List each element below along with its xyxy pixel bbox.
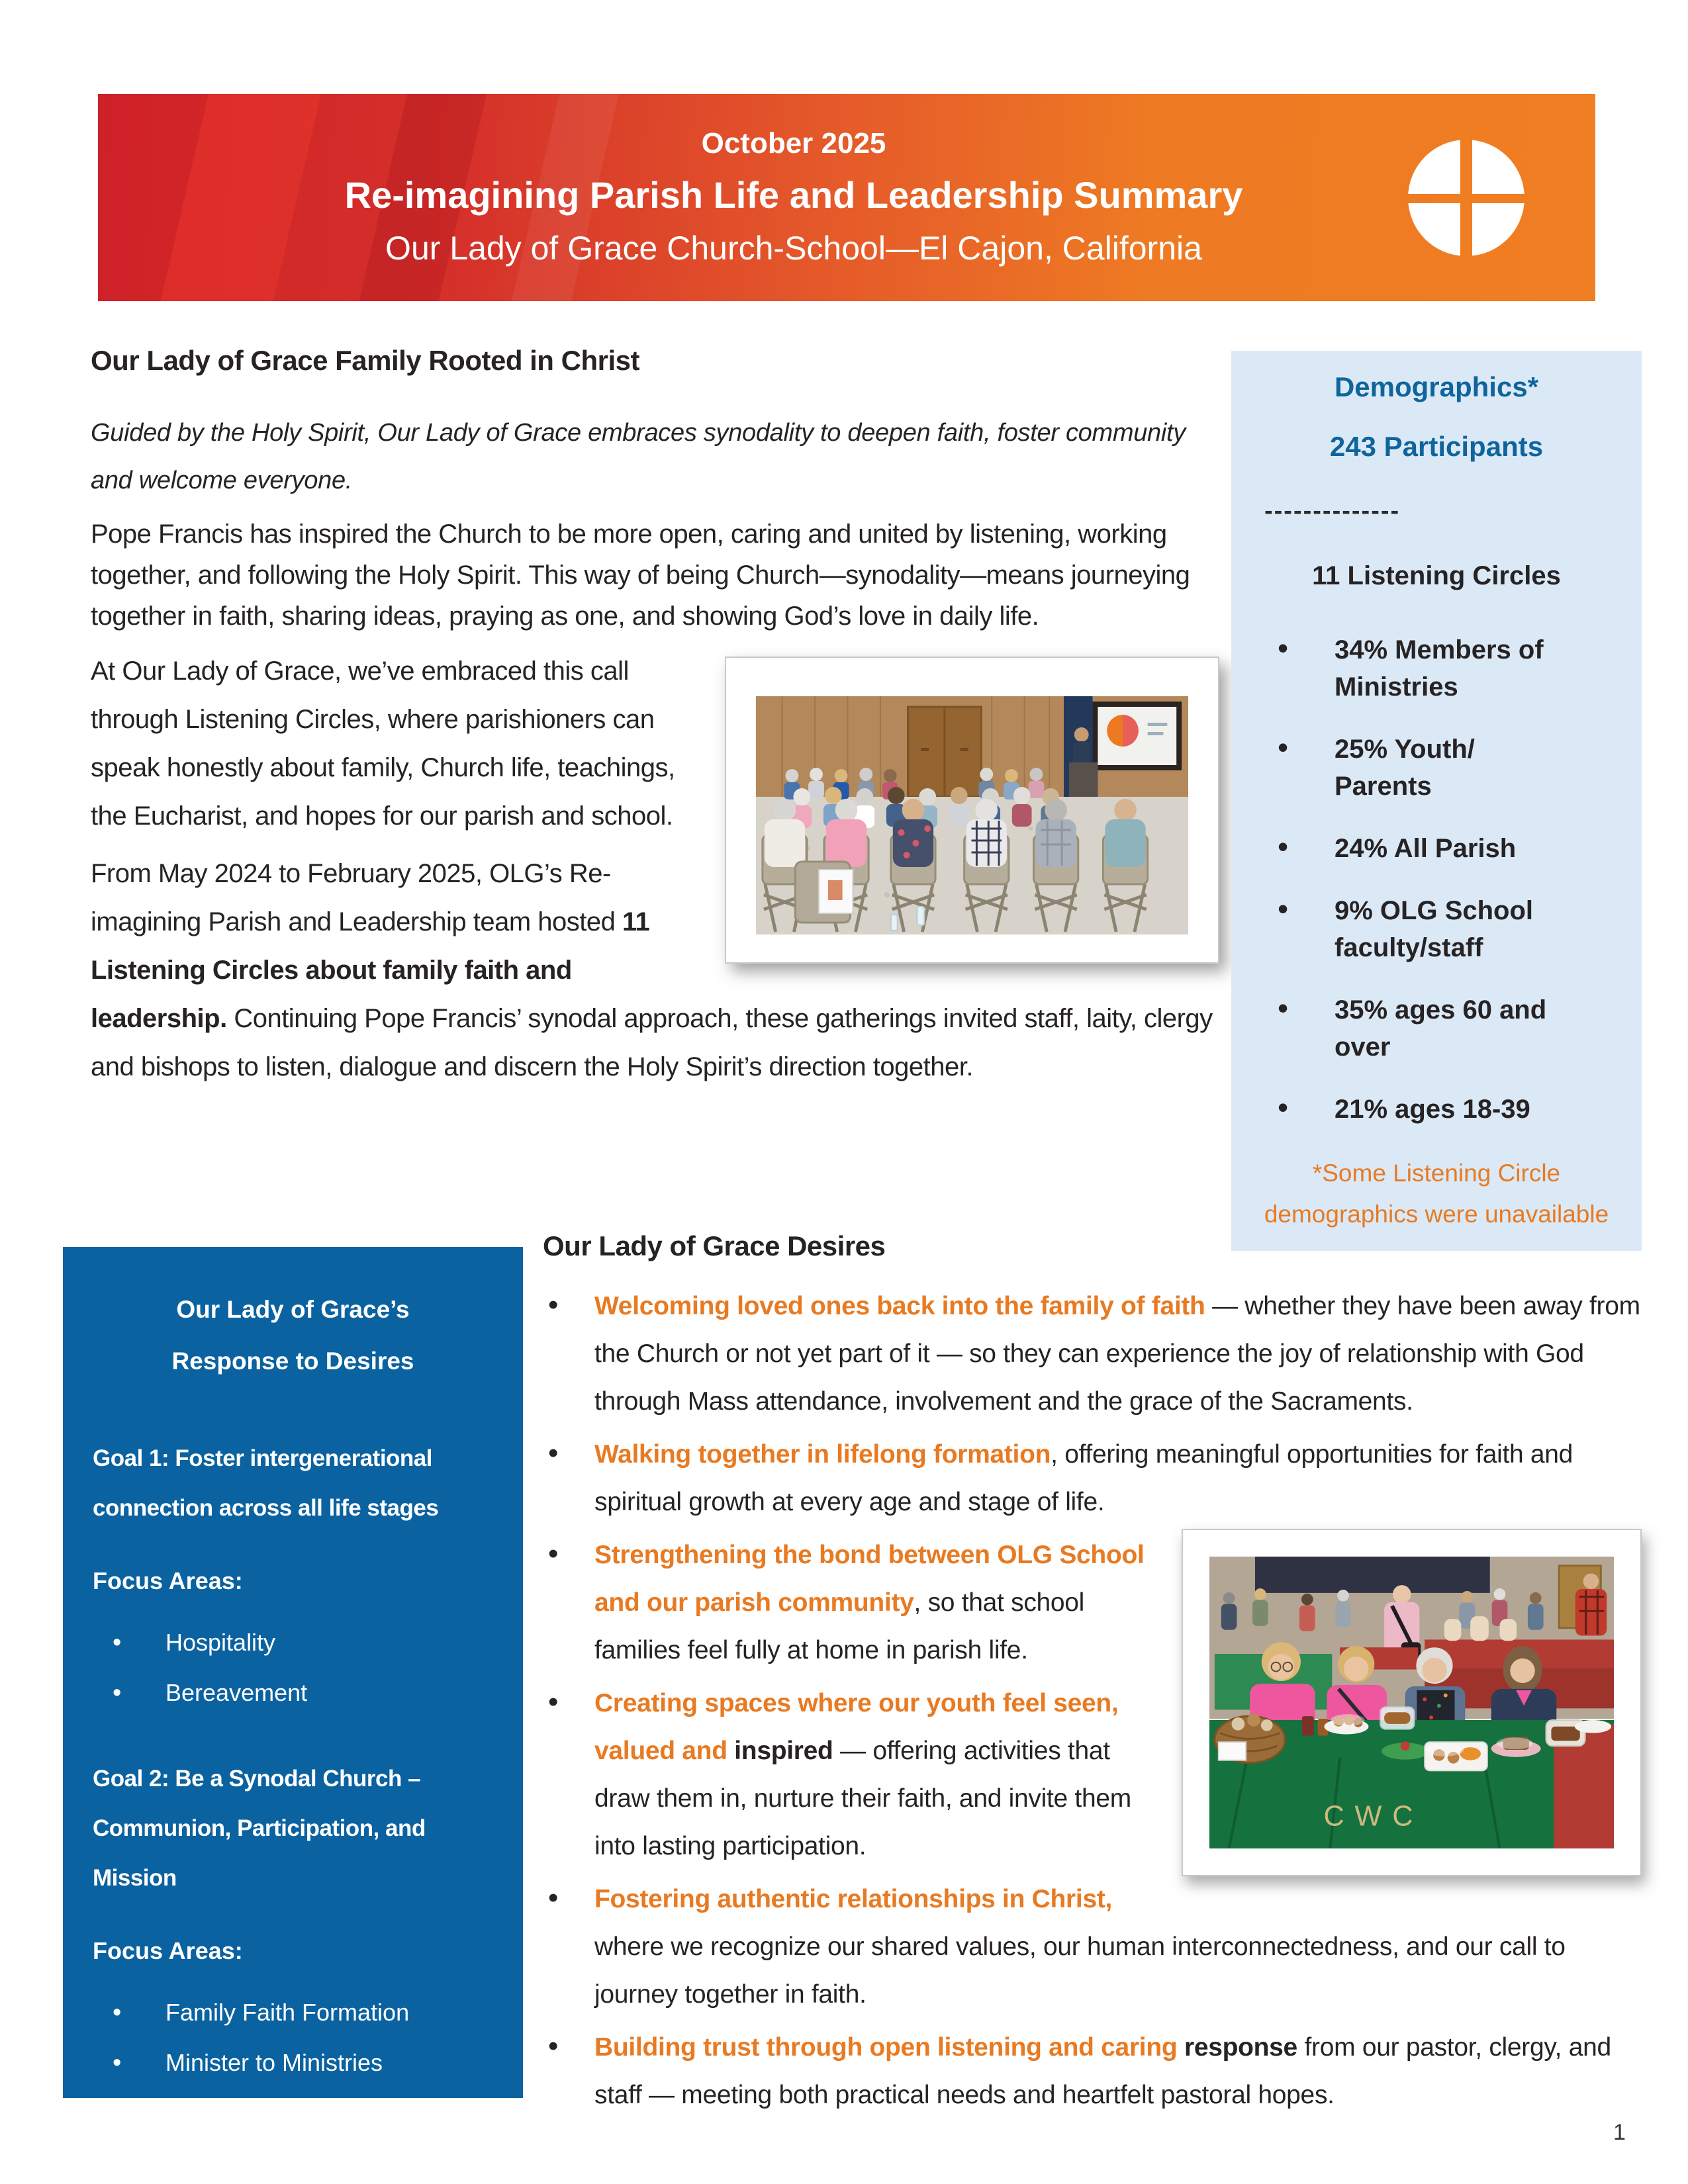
demographic-stat: • 9% OLG School faculty/staff (1250, 892, 1623, 966)
demographics-panel (1231, 351, 1642, 1251)
desire-item: • Strengthening the bond between OLG School and our parish community, so that school families feel fully at home in parish life. (543, 1531, 1642, 1674)
focus-areas-label: Focus Areas: (93, 1937, 243, 1964)
desire-item: • Welcoming loved ones back into the family of faith — whether they have been away from the Church or not yet part of it — so they can experience the joy of relationship with God through Mass attendance, involvement and the grace of the Sacraments. (543, 1283, 1642, 1426)
parish-cross-logo-icon (1403, 135, 1529, 261)
intro-paragraph-2: At Our Lady of Grace, we’ve embraced this call through Listening Circles, where parishioners can speak honestly about family, Church life, teachings, the Eucharist, and hopes for our parish and school. (91, 657, 675, 831)
goal-1: Goal 1: Foster intergenerational connection across all life stages (93, 1445, 439, 1521)
document-title: Re-imagining Parish Life and Leadership Summary (344, 173, 1243, 216)
page-number: 1 (1613, 2120, 1626, 2145)
desires-section (543, 1230, 1642, 2124)
goal-2-focus-list (93, 1991, 493, 2084)
demographic-stat: • 24% All Parish (1250, 830, 1623, 867)
demographic-stat: • 21% ages 18-39 (1250, 1091, 1623, 1128)
intro-lede: Guided by the Holy Spirit, Our Lady of Grace embraces synodality to deepen faith, foster community and welcome everyone. (91, 419, 1186, 494)
intro-paragraph-3: From May 2024 to February 2025, OLG’s Re-imagining Parish and Leadership team hosted 11 Listening Circles about family faith and leadership. Continuing Pope Francis’ synodal approach, these gatherings invited staff, laity, clergy and bishops to listen, dialogue and discern the Holy Spirit’s direction together. (91, 859, 1213, 1081)
focus-item: • Bereavement (93, 1672, 493, 1714)
divider: -------------- (1264, 497, 1401, 525)
desire-item: • Building trust through open listening and caring response from our pastor, clergy, and staff — meeting both practical needs and heartfelt pastoral hopes. (543, 2024, 1642, 2119)
intro-section (91, 344, 1219, 1091)
tablecloth-lettering: CWC (1323, 1800, 1424, 1833)
listening-circles-count: 11 Listening Circles (1312, 561, 1561, 590)
desire-item: • Walking together in lifelong formation, offering meaningful opportunities for faith and spiritual growth at every age and stage of life. (543, 1431, 1642, 1526)
desire-item: • Fostering authentic relationships in Christ, where we recognize our shared values, our human interconnectedness, and our call to journey together in faith. (543, 1876, 1642, 2019)
focus-item: • Family Faith Formation (93, 1991, 493, 2034)
goal-2: Goal 2: Be a Synodal Church – Communion, Participation, and Mission (93, 1766, 426, 1891)
focus-item: • Hospitality (93, 1621, 493, 1664)
demographics-title: Demographics* (1334, 371, 1539, 402)
goal-1-focus-list (93, 1621, 493, 1714)
intro-heading: Our Lady of Grace Family Rooted in Christ (91, 345, 639, 376)
focus-item: • Minister to Ministries (93, 2042, 493, 2084)
demographics-list (1250, 631, 1623, 1128)
demographic-stat: • 35% ages 60 and over (1250, 991, 1623, 1066)
desires-heading: Our Lady of Grace Desires (543, 1230, 886, 1261)
demographics-footnote: *Some Listening Circle demographics were unavailable (1264, 1160, 1609, 1228)
demographic-stat: • 25% Youth/ Parents (1250, 731, 1623, 805)
participants-count: 243 Participants (1329, 431, 1544, 462)
banner-streak (150, 94, 330, 301)
intro-paragraph-1: Pope Francis has inspired the Church to be more open, caring and united by listening, working together, and following the Holy Spirit. This way of being Church—synodality—means journeying together in faith, sharing ideas, praying as one, and showing God’s love in daily life. (91, 520, 1190, 631)
intro-flow (91, 647, 1219, 1091)
issue-date: October 2025 (701, 127, 886, 160)
response-title: Our Lady of Grace’s Response to Desires (171, 1296, 414, 1375)
desire-item: • Creating spaces where our youth feel seen, valued and inspired — offering activities that draw them in, nurture their faith, and invite them into lasting participation. (543, 1680, 1642, 1870)
header-banner (98, 94, 1595, 301)
demographic-stat: • 34% Members of Ministries (1250, 631, 1623, 705)
focus-areas-label: Focus Areas: (93, 1567, 243, 1594)
document-subtitle: Our Lady of Grace Church-School—El Cajon, California (385, 230, 1202, 267)
response-panel (63, 1247, 523, 2098)
listening-circle-photo (725, 657, 1219, 964)
